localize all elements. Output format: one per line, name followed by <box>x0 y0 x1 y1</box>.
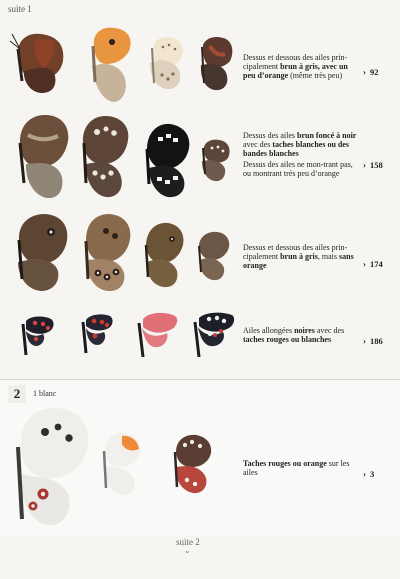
butterfly-image <box>8 26 70 99</box>
page-footer: suite 2 <box>176 537 200 547</box>
butterfly-image <box>12 310 57 358</box>
butterfly-image <box>137 220 188 289</box>
butterfly-image <box>137 120 193 198</box>
key-description: Dessus des ailes brun foncé à noir avec des taches blanches ou des bandes blanches Dessus des ailes ne mon-trant pas, ou montrant très peu d’orange <box>243 131 357 178</box>
butterfly-image <box>76 212 134 293</box>
key-link-target: 92 <box>370 67 379 77</box>
butterfly-image <box>191 229 234 281</box>
key-link-target: 174 <box>370 259 383 269</box>
key-link[interactable] <box>363 254 383 272</box>
key-description: Dessus et dessous des ailes prin-cipalement brun à gris, mais sans orange <box>243 243 354 270</box>
key-link-arrow: › <box>363 259 366 269</box>
key-link[interactable] <box>363 62 379 80</box>
butterfly-image <box>184 307 238 359</box>
key-description: Taches rouges ou orange sur les ailes <box>243 459 350 477</box>
butterfly-image <box>128 307 180 359</box>
butterfly-image <box>73 111 133 199</box>
butterfly-image <box>73 308 117 356</box>
section-subtitle: 1 blanc <box>33 389 57 398</box>
butterfly-image <box>2 404 92 528</box>
key-link-target: 3 <box>370 469 375 479</box>
key-link[interactable] <box>363 155 383 173</box>
key-link-arrow: › <box>363 469 366 479</box>
key-link-arrow: › <box>363 160 366 170</box>
butterfly-image <box>142 35 187 91</box>
section-separator <box>0 379 400 380</box>
butterfly-image <box>195 136 233 182</box>
butterfly-image <box>165 432 217 495</box>
key-link-target: 158 <box>370 160 383 170</box>
key-description: Dessus et dessous des ailes prin-cipalement brun à gris, avec un peu d’orange (même très peu) <box>243 53 348 80</box>
butterfly-image <box>8 212 71 292</box>
butterfly-image <box>8 111 71 199</box>
section-number: 2 <box>8 385 26 403</box>
key-subdescription: Dessus des ailes ne mon-trant pas, ou montrant très peu d’orange <box>243 160 353 178</box>
key-description: Ailes allongées noires avec des taches rouges ou blanches <box>243 326 345 344</box>
key-link[interactable] <box>363 464 374 482</box>
key-link-target: 186 <box>370 336 383 346</box>
page-header: suite 1 <box>8 4 32 14</box>
butterfly-image <box>195 34 235 92</box>
chevron-down-icon: ⌄ <box>184 546 191 555</box>
key-link[interactable] <box>363 331 383 349</box>
butterfly-image <box>84 26 133 103</box>
butterfly-image <box>94 430 146 497</box>
key-link-arrow: › <box>363 336 366 346</box>
key-link-arrow: › <box>363 67 366 77</box>
